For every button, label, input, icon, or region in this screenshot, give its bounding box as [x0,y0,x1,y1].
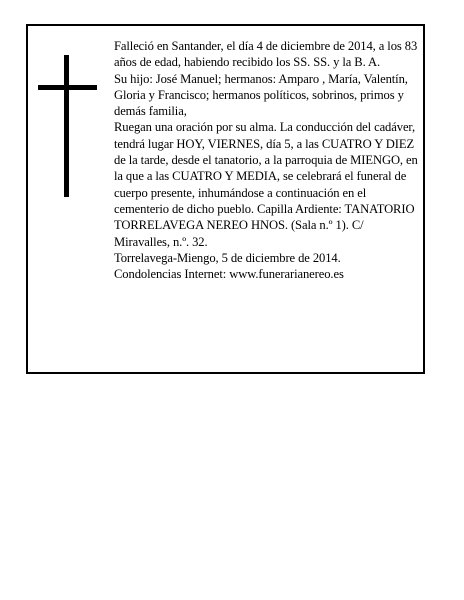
place-date-paragraph: Torrelavega-Miengo, 5 de diciembre de 2014. [114,250,341,265]
cross-vertical-bar [64,55,69,197]
cross-horizontal-bar [38,85,97,90]
funeral-details-paragraph: Ruegan una oración por su alma. La conducción del cadáver, tendrá lugar HOY, VIERNES, día 5, a las CUATRO Y DIEZ de la tarde, desde el tanatorio, a la parroquia de MIENGO, en la que a las CUATRO Y MEDIA, se celebrará el funeral de cuerpo presente, inhumándose a continuación en el cementerio de dicho pueblo. Capilla Ardiente: TANATORIO TORRELAVEGA NEREO HNOS. (Sala n.º 1). C/ Miravalles, n.º. 32. [114,120,418,249]
death-announcement-paragraph: Falleció en Santander, el día 4 de diciembre de 2014, a los 83 años de edad, habiendo recibido los SS. SS. y la B. A. [114,39,418,70]
condolences-paragraph: Condolencias Internet: www.funerarianereo.es [114,267,344,282]
family-paragraph: Su hijo: José Manuel; hermanos: Amparo , María, Valentín, Gloria y Francisco; hermanos políticos, sobrinos, primos y demás familia, [114,71,408,119]
obituary-text [114,38,418,282]
